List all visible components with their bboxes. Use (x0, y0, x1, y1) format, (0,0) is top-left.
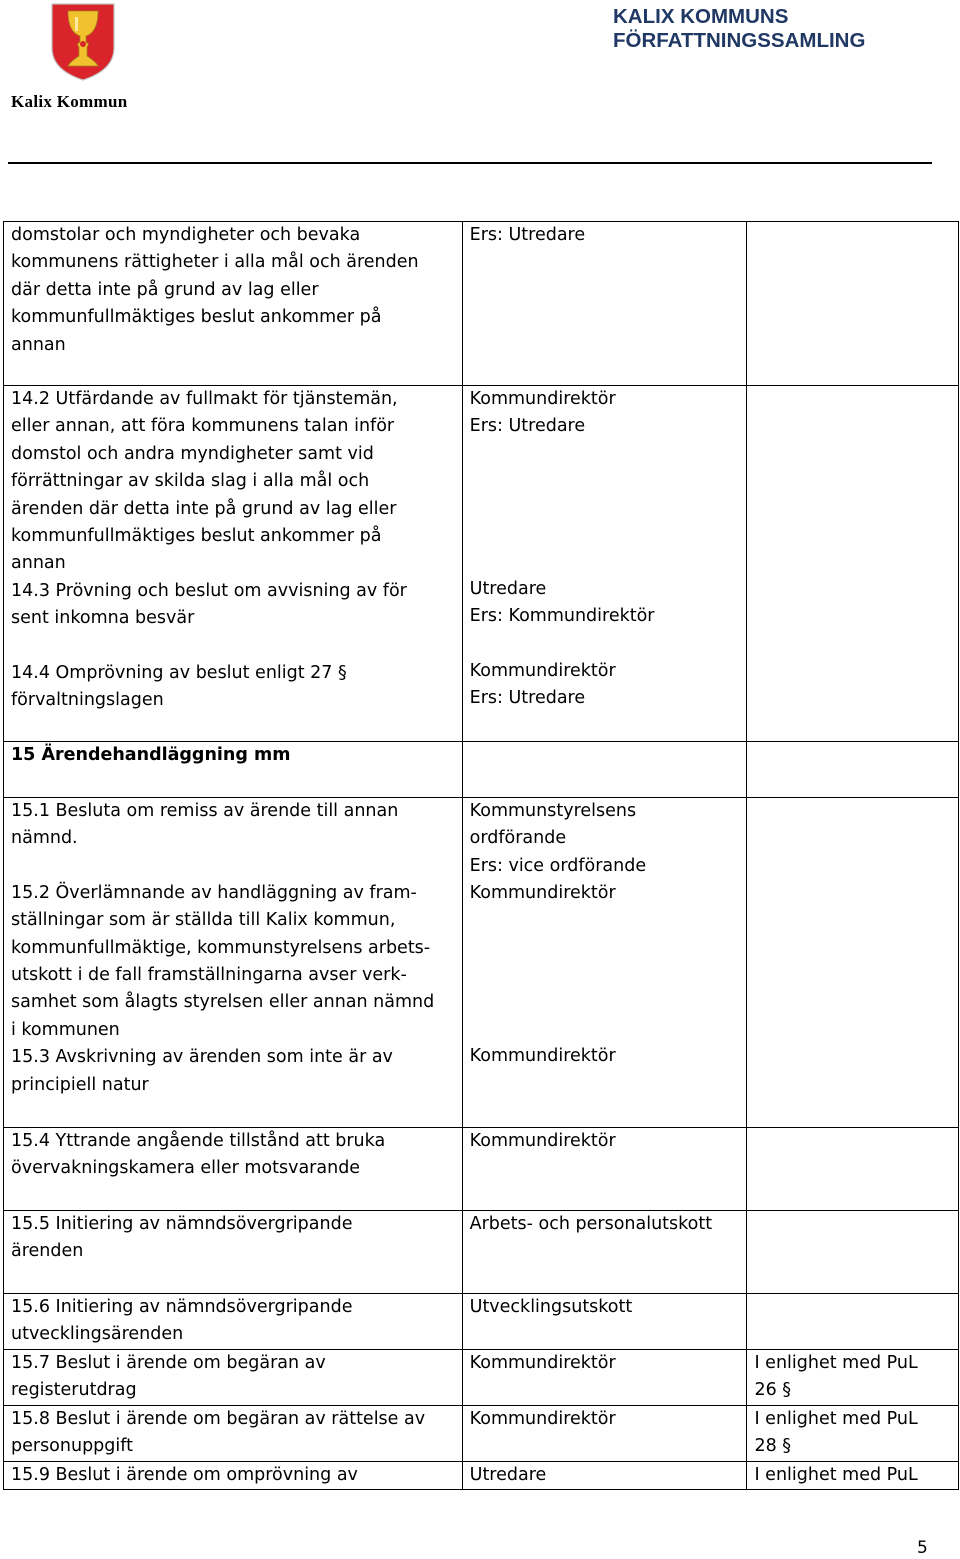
table-row (4, 1405, 959, 1461)
title-line-1: KALIX KOMMUNS (613, 5, 789, 28)
cell-line: Utredare (469, 578, 547, 599)
cell-line: 14.4 Omprövning av beslut enligt 27 § (11, 662, 347, 683)
cell-line: 15.8 Beslut i ärende om begäran av rättelse av (11, 1408, 426, 1429)
cell-line: Kommundirektör (469, 1131, 616, 1151)
cell-line: Arbets- och personalutskott (469, 1214, 713, 1234)
section-15-heading-delegate (462, 742, 747, 798)
cell-line: ordförande (469, 828, 567, 849)
cell-line: Ers: Utredare (469, 225, 586, 245)
cell-line: kommunfullmäktige, kommunstyrelsens arbets- (11, 937, 431, 958)
cell-line: Ers: Utredare (469, 416, 586, 437)
row-15-7-matter (4, 1350, 463, 1406)
cell-line: i kommunen (11, 1019, 120, 1040)
section-15-heading-note (747, 742, 959, 798)
cell-line: Kommundirektör (469, 1045, 616, 1066)
cell-line: där detta inte på grund av lag eller (11, 279, 319, 300)
cell-line: ärenden (11, 1241, 84, 1262)
row-15-8-delegate (462, 1405, 747, 1461)
table-row (4, 1461, 959, 1489)
table-row (4, 798, 959, 1128)
row1-matter (4, 222, 463, 386)
cell-line: domstolar och myndigheter och bevaka (11, 225, 361, 245)
row-15-5-matter (4, 1211, 463, 1294)
section-14-matters (4, 386, 463, 742)
kalix-logo (8, 0, 160, 115)
cell-line: annan (11, 334, 66, 355)
cell-line: annan (11, 553, 66, 574)
spacer (470, 495, 740, 522)
section-14-delegates (462, 386, 747, 742)
spacer (470, 468, 740, 495)
row-15-9-note (747, 1461, 959, 1489)
row-15-8-matter (4, 1405, 463, 1461)
spacer (470, 631, 740, 658)
section-15-1-to-15-3-matters (4, 798, 463, 1128)
cell-line: Kommundirektör (469, 389, 616, 409)
cell-line: principiell natur (11, 1074, 149, 1095)
cell-line: Kommundirektör (469, 1353, 616, 1373)
title-line-2: FÖRFATTNINGSSAMLING (613, 29, 866, 52)
cell-line: Utredare (469, 1464, 547, 1485)
row-15-6-note (747, 1294, 959, 1350)
cell-line: registerutdrag (11, 1380, 137, 1401)
row-15-7-delegate (462, 1350, 747, 1406)
cell-line: eller annan, att föra kommunens talan inför (11, 416, 395, 437)
row-15-9-matter (4, 1461, 463, 1489)
cell-line: 15.5 Initiering av nämndsövergripande (11, 1214, 353, 1234)
page-number: 5 (917, 1538, 928, 1558)
table-row (4, 1294, 959, 1350)
row1-delegate (462, 222, 747, 386)
publication-title (613, 5, 865, 53)
cell-line: kommunfullmäktiges beslut ankommer på (11, 307, 382, 328)
table-row (4, 1128, 959, 1211)
cell-line: 15.4 Yttrande angående tillstånd att bruka (11, 1131, 386, 1151)
row-15-9-delegate (462, 1461, 747, 1489)
cell-line: utvecklingsärenden (11, 1324, 184, 1345)
row1-note (747, 222, 959, 386)
cell-line: 15.2 Överlämnande av handläggning av fram- (11, 882, 417, 903)
cell-line: I enlighet med PuL (754, 1408, 918, 1429)
cell-line: sent inkomna besvär (11, 608, 195, 629)
cell-line: övervakningskamera eller motsvarande (11, 1158, 361, 1179)
kalix-coat-of-arms-icon (50, 2, 116, 82)
cell-line: 15.6 Initiering av nämndsövergripande (11, 1297, 353, 1317)
cell-line: 28 § (754, 1436, 792, 1457)
cell-line: 15.3 Avskrivning av ärenden som inte är av (11, 1047, 393, 1068)
row-15-4-note (747, 1128, 959, 1211)
section-15-1-to-15-3-notes (747, 798, 959, 1128)
delegation-table (3, 221, 959, 1490)
row-15-5-note (747, 1211, 959, 1294)
spacer (470, 908, 740, 935)
cell-line: Ers: vice ordförande (469, 855, 647, 876)
row-15-4-delegate (462, 1128, 747, 1211)
section-14-notes (747, 386, 959, 742)
cell-line: personuppgift (11, 1436, 133, 1457)
cell-line: Ers: Kommundirektör (469, 606, 655, 627)
cell-line: ärenden där detta inte på grund av lag eller (11, 498, 397, 519)
header-divider (8, 162, 932, 164)
spacer (470, 441, 740, 468)
row-15-6-matter (4, 1294, 463, 1350)
cell-line: utskott i de fall framställningarna avser verk- (11, 965, 407, 986)
cell-line: Kommundirektör (469, 883, 616, 904)
cell-line: förvaltningslagen (11, 690, 164, 711)
cell-line: kommunfullmäktiges beslut ankommer på (11, 526, 382, 547)
cell-line: 15.9 Beslut i ärende om omprövning av (11, 1464, 358, 1485)
spacer (470, 962, 740, 989)
cell-line: kommunens rättigheter i alla mål och ärenden (11, 252, 419, 273)
table-row (4, 1350, 959, 1406)
cell-line: domstol och andra myndigheter samt vid (11, 443, 374, 464)
spacer (470, 522, 740, 549)
cell-line: 14.2 Utfärdande av fullmakt för tjänstemän, (11, 389, 398, 409)
cell-line: 14.3 Prövning och beslut om avvisning av för (11, 580, 407, 601)
cell-line: förrättningar av skilda slag i alla mål och (11, 471, 370, 492)
cell-line: Kommundirektör (469, 660, 616, 681)
cell-line: ställningar som är ställda till Kalix kommun, (11, 910, 396, 931)
spacer (11, 633, 455, 660)
cell-line: I enlighet med PuL (754, 1353, 918, 1373)
logo-caption: Kalix Kommun (11, 92, 128, 111)
cell-line: Utvecklingsutskott (469, 1297, 633, 1317)
spacer (470, 549, 740, 576)
table-row (4, 1211, 959, 1294)
cell-line: Kommunstyrelsens (469, 801, 637, 821)
cell-line: 15.1 Besluta om remiss av ärende till annan (11, 801, 399, 821)
cell-line: samhet som ålagts styrelsen eller annan nämnd (11, 992, 435, 1013)
spacer (470, 1016, 740, 1043)
section-15-heading: 15 Ärendehandläggning mm (4, 742, 463, 798)
row-15-8-note (747, 1405, 959, 1461)
cell-line: I enlighet med PuL (754, 1464, 918, 1485)
row-15-4-matter (4, 1128, 463, 1211)
section-15-1-to-15-3-delegates (462, 798, 747, 1128)
spacer (11, 853, 455, 880)
row-15-6-delegate (462, 1294, 747, 1350)
cell-line: 26 § (754, 1380, 792, 1401)
table-row (4, 222, 959, 386)
cell-line: Kommundirektör (469, 1408, 616, 1429)
row-15-7-note (747, 1350, 959, 1406)
spacer (470, 989, 740, 1016)
cell-line: 15.7 Beslut i ärende om begäran av (11, 1353, 326, 1373)
table-row (4, 386, 959, 742)
cell-line: Ers: Utredare (469, 688, 586, 709)
cell-line: nämnd. (11, 828, 78, 849)
row-15-5-delegate (462, 1211, 747, 1294)
table-row (4, 742, 959, 798)
spacer (470, 935, 740, 962)
